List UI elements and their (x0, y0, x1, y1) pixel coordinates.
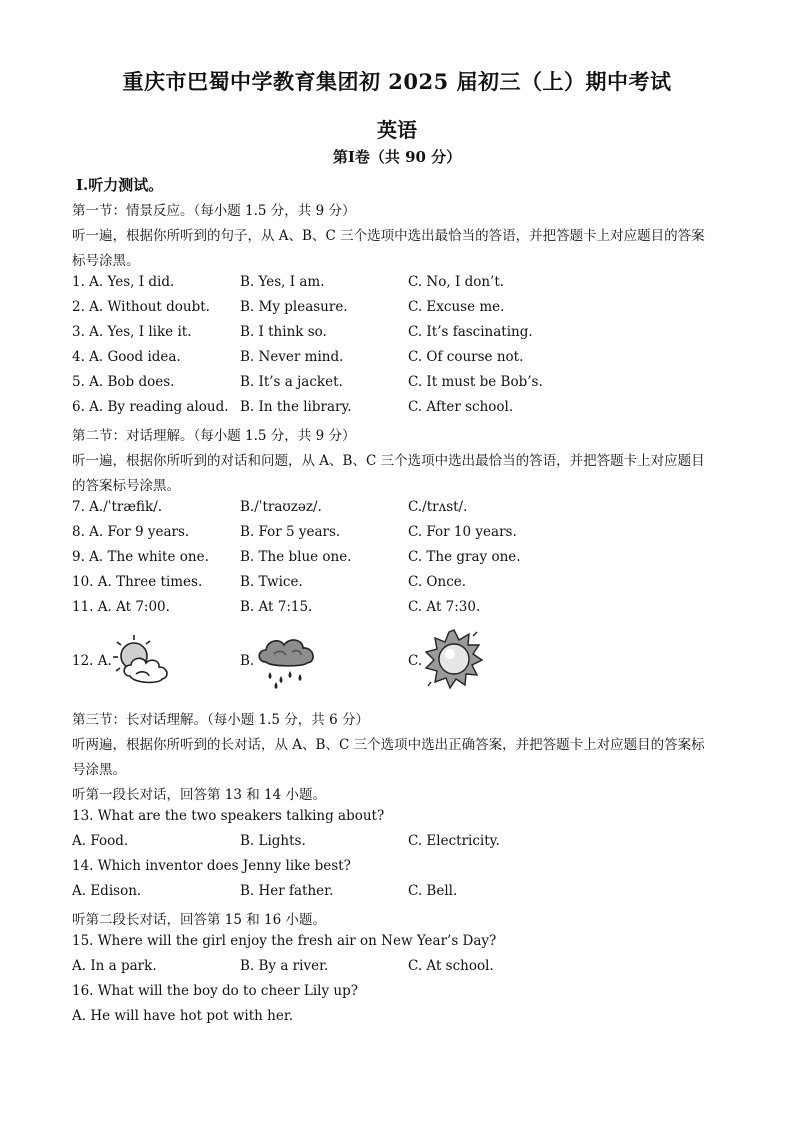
option-b: B. For 5 years. (240, 524, 341, 540)
question-11 (72, 599, 732, 619)
section1-title: 第一节：情景反应。（每小题 1.5 分，共 9 分） (72, 203, 356, 219)
question-8 (72, 524, 732, 544)
section2-instruction-2: 的答案标号涂黑。 (72, 478, 180, 494)
option-c: C. At school. (408, 958, 494, 974)
option-c: C. Excuse me. (408, 299, 505, 315)
section1-instruction-1: 听一遍，根据你所听到的句子，从 A、B、C 三个选项中选出最恰当的答语，并把答题卡上对应题目的答案 (72, 228, 705, 244)
option-b: B. Twice. (240, 574, 303, 590)
option-a: 3. A. Yes, I like it. (72, 324, 192, 340)
option-c: C. Bell. (408, 883, 458, 899)
option-b: B. By a river. (240, 958, 329, 974)
option-a: 10. A. Three times. (72, 574, 203, 590)
question-14-options (72, 883, 732, 903)
option-b: B. Never mind. (240, 349, 344, 365)
option-b: B. Yes, I am. (240, 274, 325, 290)
question-15-stem: 15. Where will the girl enjoy the fresh air on New Year’s Day? (72, 933, 497, 949)
option-a: 5. A. Bob does. (72, 374, 175, 390)
option-c: C. Of course not. (408, 349, 524, 365)
option-c: C. (408, 653, 423, 669)
option-b: B./ˈtraʊzəz/. (240, 499, 322, 515)
option-c: C. For 10 years. (408, 524, 517, 540)
option-b: B. It’s a jacket. (240, 374, 343, 390)
option-b: B. My pleasure. (240, 299, 348, 315)
option-c: C. After school. (408, 399, 514, 415)
option-b: B. At 7:15. (240, 599, 313, 615)
rain-cloud-icon (254, 630, 322, 692)
dialog2-intro: 听第二段长对话，回答第 15 和 16 小题。 (72, 912, 327, 928)
section3-instruction-1: 听两遍，根据你所听到的长对话，从 A、B、C 三个选项中选出正确答案，并把答题卡上对应题目的答案标 (72, 737, 705, 753)
sun-behind-cloud-icon (108, 632, 178, 688)
option-c: C. No, I don’t. (408, 274, 505, 290)
option-a: 8. A. For 9 years. (72, 524, 190, 540)
option-c: C. At 7:30. (408, 599, 481, 615)
question-7 (72, 499, 732, 519)
option-b: B. (240, 653, 255, 669)
section3-instruction-2: 号涂黑。 (72, 762, 126, 778)
option-c: C. It must be Bob’s. (408, 374, 543, 390)
option-a: 11. A. At 7:00. (72, 599, 170, 615)
option-a: 1. A. Yes, I did. (72, 274, 175, 290)
option-a: 7. A./ˈtræfik/. (72, 499, 163, 515)
option-c: C. Once. (408, 574, 467, 590)
question-13-stem: 13. What are the two speakers talking about? (72, 808, 385, 824)
volume-title: 第Ⅰ卷（共 90 分） (332, 148, 462, 166)
question-13-options (72, 833, 732, 853)
option-a: 2. A. Without doubt. (72, 299, 210, 315)
option-b: B. I think so. (240, 324, 327, 340)
option-a: A. In a park. (72, 958, 157, 974)
question-15-options (72, 958, 732, 978)
question-4 (72, 349, 732, 369)
option-a: 4. A. Good idea. (72, 349, 181, 365)
section3-title: 第三节：长对话理解。（每小题 1.5 分，共 6 分） (72, 712, 369, 728)
option-a: 6. A. By reading aloud. (72, 399, 229, 415)
option-b: B. Lights. (240, 833, 306, 849)
option-b: B. The blue one. (240, 549, 352, 565)
question-2 (72, 299, 732, 319)
option-c: C. Electricity. (408, 833, 500, 849)
question-1 (72, 274, 732, 294)
option-b: B. In the library. (240, 399, 352, 415)
dialog1-intro: 听第一段长对话，回答第 13 和 14 小题。 (72, 787, 327, 803)
sun-icon (420, 628, 490, 690)
question-16-stem: 16. What will the boy do to cheer Lily up? (72, 983, 358, 999)
part-heading: Ⅰ.听力测试。 (76, 176, 164, 194)
option-c: C. The gray one. (408, 549, 521, 565)
question-6 (72, 399, 732, 419)
question-10 (72, 574, 732, 594)
question-14-stem: 14. Which inventor does Jenny like best? (72, 858, 351, 874)
question-9 (72, 549, 732, 569)
question-16-option-a: A. He will have hot pot with her. (72, 1008, 294, 1024)
section1-instruction-2: 标号涂黑。 (72, 253, 140, 269)
option-c: C./trʌst/. (408, 499, 468, 515)
exam-title: 重庆市巴蜀中学教育集团初 2025 届初三（上）期中考试 (122, 69, 672, 94)
question-5 (72, 374, 732, 394)
section2-instruction-1: 听一遍，根据你所听到的对话和问题，从 A、B、C 三个选项中选出最恰当的答语，并把答题卡上对应题目 (72, 453, 705, 469)
subject-title: 英语 (377, 118, 417, 142)
option-a: 9. A. The white one. (72, 549, 209, 565)
option-a: 12. A. (72, 653, 112, 669)
option-a: A. Edison. (72, 883, 142, 899)
question-3 (72, 324, 732, 344)
section2-title: 第二节：对话理解。（每小题 1.5 分，共 9 分） (72, 428, 356, 444)
option-c: C. It’s fascinating. (408, 324, 533, 340)
option-a: A. Food. (72, 833, 129, 849)
option-b: B. Her father. (240, 883, 334, 899)
